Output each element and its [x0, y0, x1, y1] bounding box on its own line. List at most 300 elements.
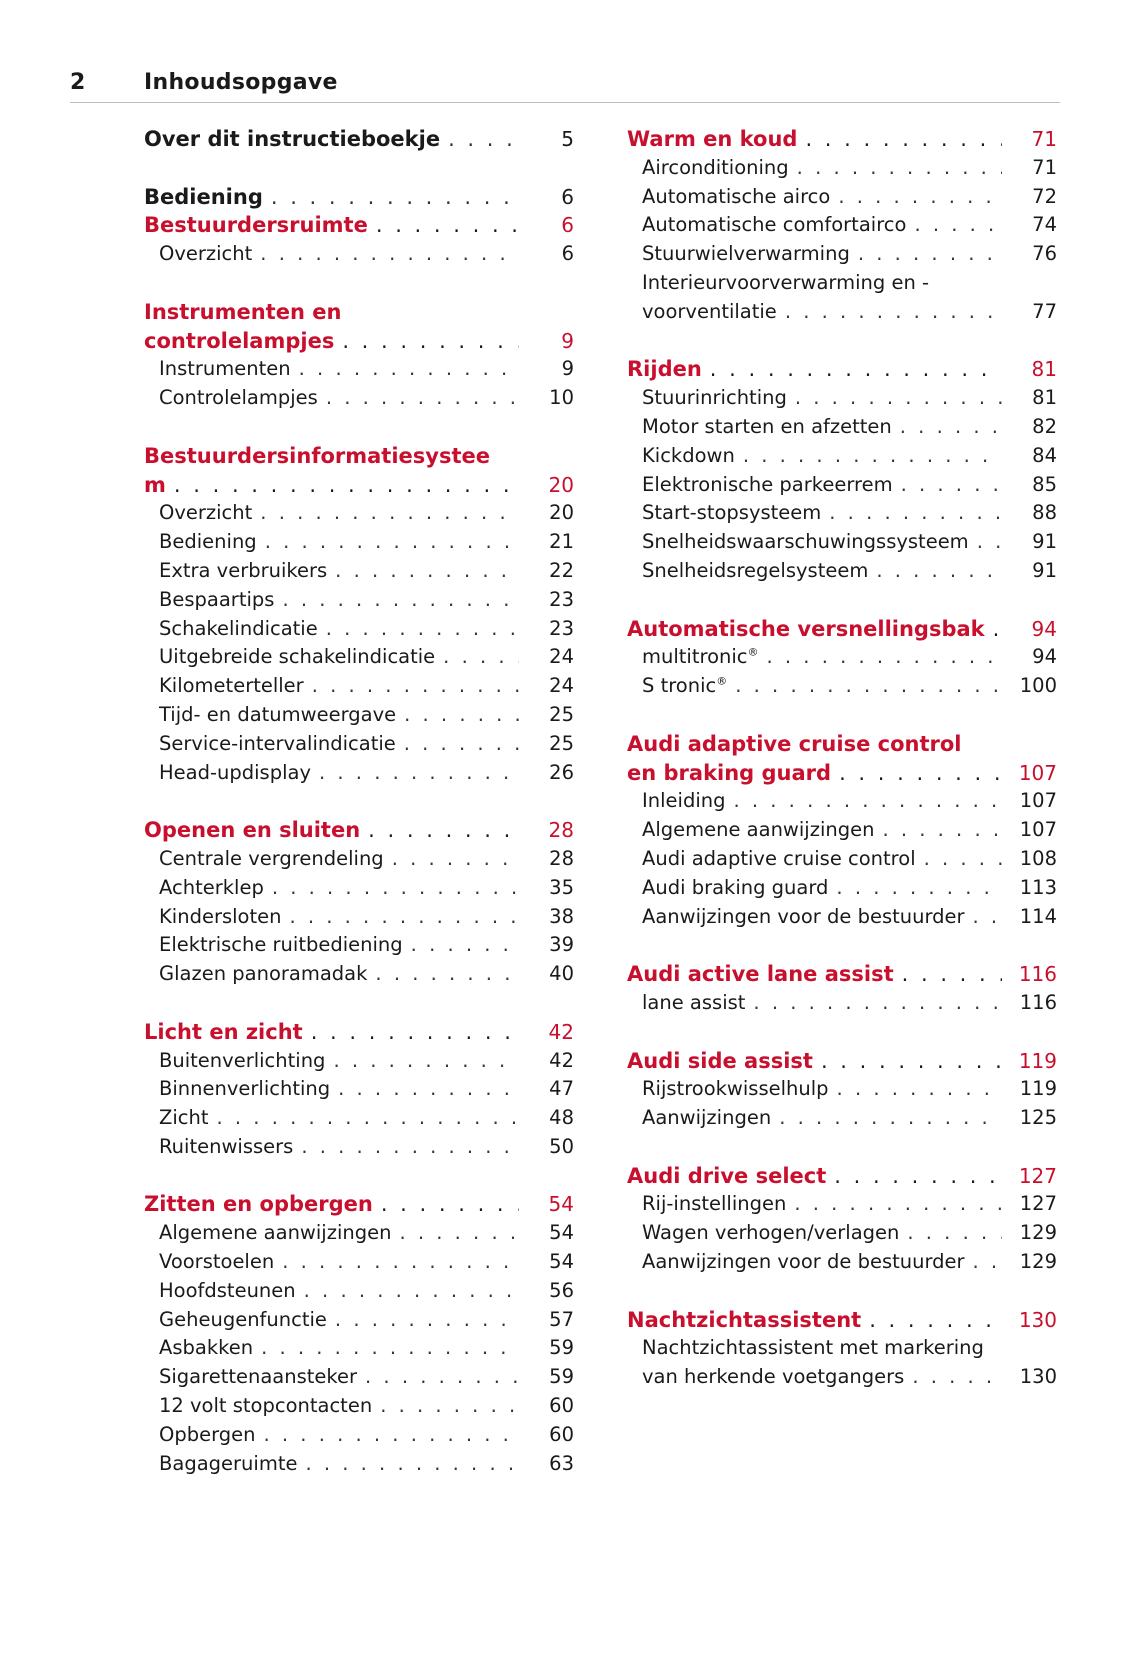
toc-page-number: 28: [548, 818, 574, 843]
toc-entry-label: Algemene aanwijzingen: [159, 1221, 392, 1245]
dot-leader: [914, 211, 1002, 240]
toc-subsection-entry[interactable]: [144, 615, 574, 644]
toc-page-number: 48: [549, 1106, 574, 1130]
toc-page-number: 107: [1019, 818, 1057, 842]
toc-entry-label: Kilometerteller: [159, 674, 304, 698]
toc-entry-label: Rijstrookwisselhulp: [642, 1077, 829, 1101]
toc-subsection-entry[interactable]: [627, 787, 1057, 816]
toc-page-number: 119: [1019, 1077, 1057, 1101]
toc-section-entry[interactable]: [627, 125, 1057, 154]
toc-page-number: 77: [1032, 299, 1057, 323]
dot-leader: [743, 442, 1002, 471]
toc-entry-label: Start-stopsysteem: [642, 501, 822, 525]
toc-page-number: 107: [1019, 789, 1057, 813]
toc-entry-label: Opbergen: [159, 1422, 256, 1446]
toc-subsection-entry[interactable]: [144, 759, 574, 788]
toc-subsection-entry[interactable]: [627, 240, 1057, 269]
toc-subsection-entry[interactable]: [627, 1219, 1057, 1248]
dot-leader: [753, 989, 1002, 1018]
toc-subsection-entry[interactable]: [627, 1363, 1057, 1392]
toc-entry-label: Bespaartips: [159, 587, 275, 611]
toc-section-entry[interactable]: [144, 125, 574, 154]
toc-page-number: 20: [548, 472, 574, 497]
toc-page-number: 127: [1019, 1192, 1057, 1216]
toc-entry-label: S tronic®: [642, 674, 728, 698]
toc-page-number: 42: [549, 1048, 574, 1072]
dot-leader: [380, 1392, 519, 1421]
toc-subsection-entry[interactable]: [144, 874, 574, 903]
toc-section-entry[interactable]: [627, 615, 1057, 644]
toc-entry-label: Audi drive select: [627, 1163, 827, 1188]
dot-leader: [973, 1248, 1002, 1277]
dot-leader: [411, 931, 519, 960]
dot-leader: [785, 298, 1002, 327]
toc-subsection-entry[interactable]: [627, 643, 1057, 672]
toc-entry-label: multitronic®: [642, 645, 759, 669]
toc-entry-label: controlelampjes: [144, 328, 335, 353]
toc-entry-label: Zicht: [159, 1106, 209, 1130]
dot-leader: [338, 1075, 519, 1104]
toc-subsection-entry[interactable]: [627, 471, 1057, 500]
dot-leader: [902, 960, 1002, 989]
toc-entry-label: Audi side assist: [627, 1048, 813, 1073]
toc-entry-label: Elektrische ruitbediening: [159, 933, 403, 957]
toc-subsection-entry[interactable]: [627, 183, 1057, 212]
dot-leader: [836, 874, 1002, 903]
dot-leader: [733, 787, 1002, 816]
toc-section-entry[interactable]: [144, 183, 574, 212]
toc-subsection-entry[interactable]: [144, 1277, 574, 1306]
dot-leader: [805, 125, 1002, 154]
toc-page-number: 71: [1032, 155, 1057, 179]
toc-entry-label: Openen en sluiten: [144, 818, 361, 843]
toc-subsection-entry[interactable]: [144, 528, 574, 557]
dot-leader: [837, 1075, 1002, 1104]
toc-entry-label: Ruitenwissers: [159, 1134, 294, 1158]
toc-entry-label: Aanwijzingen voor de bestuurder: [642, 1250, 965, 1274]
toc-page-number: 39: [549, 933, 574, 957]
section-gap: [627, 327, 1057, 356]
toc-page-number: 84: [1032, 443, 1057, 467]
dot-leader: [304, 1277, 519, 1306]
toc-page-number: 24: [549, 674, 574, 698]
toc-entry-label: Overzicht: [159, 501, 253, 525]
dot-leader: [260, 240, 519, 269]
toc-section-entry[interactable]: [627, 759, 1057, 788]
dot-leader: [443, 643, 519, 672]
toc-page-number: 125: [1019, 1106, 1057, 1130]
dot-leader: [977, 528, 1002, 557]
toc-entry-label: Zitten en opbergen: [144, 1192, 373, 1217]
toc-page-number: 81: [1032, 386, 1057, 410]
toc-entry-label: Over dit instructieboekje: [144, 127, 441, 151]
toc-subsection-entry[interactable]: [144, 499, 574, 528]
dot-leader: [326, 384, 519, 413]
dot-leader: [794, 1190, 1002, 1219]
toc-entry-label: Wagen verhogen/verlagen: [642, 1221, 900, 1245]
dot-leader: [735, 672, 1002, 701]
toc-subsection-entry[interactable]: [144, 1133, 574, 1162]
dot-leader: [311, 1018, 519, 1047]
toc-page-number: 9: [561, 357, 574, 381]
toc-page-number: 56: [549, 1278, 574, 1302]
dot-leader: [858, 240, 1002, 269]
toc-subsection-entry[interactable]: [627, 269, 1057, 298]
toc-page-number: 82: [1032, 414, 1057, 438]
toc-page-number: 59: [549, 1336, 574, 1360]
dot-leader: [289, 903, 519, 932]
dot-leader: [301, 1133, 519, 1162]
toc-subsection-entry[interactable]: [627, 845, 1057, 874]
toc-page-number: 47: [549, 1077, 574, 1101]
section-gap: [627, 1018, 1057, 1047]
toc-entry-label: Rijden: [627, 357, 702, 382]
toc-subsection-entry[interactable]: [627, 1248, 1057, 1277]
toc-entry-label: Audi adaptive cruise control: [642, 846, 916, 870]
toc-page-number: 21: [549, 530, 574, 554]
toc-subsection-entry[interactable]: [144, 643, 574, 672]
toc-page-number: 91: [1032, 530, 1057, 554]
toc-page-number: 24: [549, 645, 574, 669]
toc-page-number: 116: [1019, 990, 1057, 1014]
toc-entry-label: Head-updisplay: [159, 760, 312, 784]
toc-subsection-entry[interactable]: [144, 1047, 574, 1076]
toc-page-number: 108: [1019, 846, 1057, 870]
toc-page-number: 60: [549, 1394, 574, 1418]
toc-entry-label: Bestuurdersruimte: [144, 213, 368, 238]
toc-page-number: 130: [1019, 1365, 1057, 1389]
toc-subsection-entry[interactable]: [144, 903, 574, 932]
toc-entry-label: m: [144, 472, 166, 497]
dot-leader: [376, 211, 519, 240]
toc-page-number: 113: [1019, 875, 1057, 899]
page-title: Inhoudsopgave: [144, 70, 338, 95]
toc-subsection-entry[interactable]: [144, 355, 574, 384]
toc-page-number: 94: [1031, 616, 1057, 641]
toc-entry-label: Schakelindicatie: [159, 616, 318, 640]
toc-entry-label: Buitenverlichting: [159, 1048, 326, 1072]
toc-subsection-entry[interactable]: [144, 1363, 574, 1392]
dot-leader: [217, 1104, 519, 1133]
dot-leader: [299, 355, 519, 384]
toc-entry-label: Bestuurdersinformatiesystee: [144, 443, 490, 468]
toc-page-number: 100: [1019, 674, 1057, 698]
toc-subsection-entry[interactable]: [627, 903, 1057, 932]
dot-leader: [924, 845, 1002, 874]
toc-subsection-entry[interactable]: [144, 240, 574, 269]
page-number: 2: [70, 70, 86, 95]
dot-leader: [900, 413, 1002, 442]
toc-entry-label: Geheugenfunctie: [159, 1307, 327, 1331]
toc-subsection-entry[interactable]: [627, 1075, 1057, 1104]
dot-leader: [272, 874, 519, 903]
dot-leader: [993, 615, 1002, 644]
dot-leader: [381, 1190, 519, 1219]
dot-leader: [174, 471, 519, 500]
toc-page-number: 129: [1019, 1250, 1057, 1274]
toc-entry-label: Interieurvoorverwarming en -: [642, 270, 930, 294]
dot-leader: [829, 499, 1002, 528]
toc-section-entry[interactable]: [627, 1047, 1057, 1076]
toc-entry-label: Tijd- en datumweergave: [159, 702, 397, 726]
dot-leader: [264, 1421, 519, 1450]
toc-entry-label: Instrumenten: [159, 357, 291, 381]
toc-subsection-entry[interactable]: [144, 730, 574, 759]
section-gap: [627, 701, 1057, 730]
toc-entry-label: Kindersloten: [159, 904, 282, 928]
toc-entry-label: Automatische comfortairco: [642, 213, 907, 237]
toc-page-number: 26: [549, 760, 574, 784]
toc-entry-label: Overzicht: [159, 242, 253, 266]
section-gap: [144, 989, 574, 1018]
toc-page-number: 5: [561, 127, 574, 151]
toc-entry-label: Bediening: [144, 184, 263, 209]
toc-subsection-entry[interactable]: [144, 1334, 574, 1363]
toc-subsection-entry[interactable]: [627, 413, 1057, 442]
toc-section-entry[interactable]: [144, 327, 574, 356]
dot-leader: [767, 643, 1003, 672]
toc-subsection-entry[interactable]: [144, 384, 574, 413]
toc-section-entry[interactable]: [144, 471, 574, 500]
toc-entry-label: Audi active lane assist: [627, 962, 894, 987]
dot-leader: [839, 759, 1002, 788]
toc-page-number: 81: [1031, 357, 1057, 382]
toc-subsection-entry[interactable]: [144, 672, 574, 701]
toc-subsection-entry[interactable]: [627, 154, 1057, 183]
toc-entry-label: Algemene aanwijzingen: [642, 818, 875, 842]
section-gap: [627, 1277, 1057, 1306]
toc-page-number: 116: [1018, 962, 1057, 987]
dot-leader: [779, 1104, 1002, 1133]
toc-left-column: [144, 125, 574, 1478]
dot-leader: [271, 183, 519, 212]
toc-page-number: 23: [549, 587, 574, 611]
dot-leader: [710, 355, 1002, 384]
toc-section-entry[interactable]: [144, 816, 574, 845]
toc-subsection-entry[interactable]: [144, 1306, 574, 1335]
dot-leader: [882, 816, 1002, 845]
dot-leader: [821, 1047, 1002, 1076]
dot-leader: [319, 759, 519, 788]
toc-subsection-entry[interactable]: [627, 384, 1057, 413]
section-gap: [627, 586, 1057, 615]
dot-leader: [869, 1306, 1002, 1335]
toc-page-number: 23: [549, 616, 574, 640]
dot-leader: [335, 1306, 519, 1335]
toc-page-number: 59: [549, 1365, 574, 1389]
toc-subsection-entry[interactable]: [627, 1104, 1057, 1133]
dot-leader: [260, 499, 519, 528]
toc-page-number: 72: [1032, 184, 1057, 208]
toc-entry-label: Service-intervalindicatie: [159, 731, 396, 755]
toc-entry-label: Centrale vergrendeling: [159, 846, 384, 870]
toc-section-entry[interactable]: [627, 1306, 1057, 1335]
dot-leader: [912, 1363, 1002, 1392]
toc-entry-label: Extra verbruikers: [159, 558, 328, 582]
toc-entry-label: Binnenverlichting: [159, 1077, 331, 1101]
toc-section-entry[interactable]: [627, 730, 1057, 759]
toc-page-number: 71: [1031, 127, 1057, 151]
toc-page-number: 114: [1019, 904, 1057, 928]
toc-entry-label: Licht en zicht: [144, 1019, 303, 1044]
toc-page-number: 42: [548, 1019, 574, 1044]
toc-subsection-entry[interactable]: [627, 874, 1057, 903]
dot-leader: [261, 1334, 519, 1363]
dot-leader: [333, 1047, 519, 1076]
toc-subsection-entry[interactable]: [627, 989, 1057, 1018]
dot-leader: [973, 903, 1002, 932]
toc-page-number: 54: [548, 1192, 574, 1217]
toc-entry-label: Automatische versnellingsbak: [627, 616, 985, 641]
toc-subsection-entry[interactable]: [144, 845, 574, 874]
dot-leader: [838, 183, 1002, 212]
dot-leader: [834, 1162, 1002, 1191]
dot-leader: [368, 816, 519, 845]
toc-section-entry[interactable]: [144, 1018, 574, 1047]
toc-entry-label: Nachtzichtassistent met markering: [642, 1336, 984, 1360]
toc-page-number: 63: [549, 1451, 574, 1475]
toc-subsection-entry[interactable]: [144, 1219, 574, 1248]
toc-subsection-entry[interactable]: [627, 557, 1057, 586]
toc-subsection-entry[interactable]: [627, 442, 1057, 471]
toc-page-number: 38: [549, 904, 574, 928]
toc-entry-label: Elektronische parkeerrem: [642, 472, 893, 496]
toc-subsection-entry[interactable]: [144, 1248, 574, 1277]
page-header: [70, 70, 1060, 103]
toc-entry-label: Stuurwielverwarming: [642, 242, 850, 266]
toc-subsection-entry[interactable]: [144, 1421, 574, 1450]
toc-page-number: 25: [549, 702, 574, 726]
toc-subsection-entry[interactable]: [144, 1104, 574, 1133]
toc-page-number: 127: [1018, 1163, 1057, 1188]
section-gap: [144, 787, 574, 816]
toc-entry-label: Inleiding: [642, 789, 726, 813]
toc-entry-label: Snelheidswaarschuwingssysteem: [642, 530, 969, 554]
dot-leader: [282, 1248, 519, 1277]
dot-leader: [876, 557, 1002, 586]
toc-entry-label: lane assist: [642, 990, 746, 1014]
toc-subsection-entry[interactable]: [144, 557, 574, 586]
toc-subsection-entry[interactable]: [627, 672, 1057, 701]
toc-entry-label: Uitgebreide schakelindicatie: [159, 645, 436, 669]
toc-entry-label: Kickdown: [642, 443, 735, 467]
toc-page-number: 129: [1019, 1221, 1057, 1245]
toc-page-number: 10: [549, 386, 574, 410]
toc-section-entry[interactable]: [144, 1190, 574, 1219]
toc-page-number: 74: [1032, 213, 1057, 237]
toc-page-number: 88: [1032, 501, 1057, 525]
toc-subsection-entry[interactable]: [144, 960, 574, 989]
toc-subsection-entry[interactable]: [144, 586, 574, 615]
toc-section-entry[interactable]: [144, 211, 574, 240]
toc-section-entry[interactable]: [627, 960, 1057, 989]
dot-leader: [404, 701, 519, 730]
toc-entry-label: Achterklep: [159, 875, 264, 899]
toc-subsection-entry[interactable]: [144, 1450, 574, 1479]
dot-leader: [901, 471, 1002, 500]
toc-page-number: 119: [1018, 1048, 1057, 1073]
toc-page-number: 28: [549, 846, 574, 870]
dot-leader: [312, 672, 519, 701]
toc-section-entry[interactable]: [627, 355, 1057, 384]
dot-leader: [392, 845, 519, 874]
dot-leader: [404, 730, 519, 759]
toc-page-number: 60: [549, 1422, 574, 1446]
toc-page-number: 35: [549, 875, 574, 899]
toc-entry-label: van herkende voetgangers: [642, 1365, 905, 1389]
toc-entry-label: en braking guard: [627, 760, 832, 785]
section-gap: [627, 931, 1057, 960]
toc-entry-label: Nachtzichtassistent: [627, 1307, 862, 1332]
toc-subsection-entry[interactable]: [144, 701, 574, 730]
toc-entry-label: Hoofdsteunen: [159, 1278, 296, 1302]
toc-page-number: 6: [561, 184, 574, 209]
toc-entry-label: Airconditioning: [642, 155, 789, 179]
toc-subsection-entry[interactable]: [627, 211, 1057, 240]
dot-leader: [326, 615, 519, 644]
dot-leader: [282, 586, 519, 615]
toc-entry-label: Motor starten en afzetten: [642, 414, 892, 438]
dot-leader: [448, 125, 519, 154]
toc-entry-label: Sigarettenaansteker: [159, 1365, 358, 1389]
toc-section-entry[interactable]: [627, 1162, 1057, 1191]
toc-entry-label: Asbakken: [159, 1336, 254, 1360]
toc-subsection-entry[interactable]: [627, 816, 1057, 845]
toc-page-number: 54: [549, 1221, 574, 1245]
toc-entry-label: Instrumenten en: [144, 299, 342, 324]
dot-leader: [399, 1219, 519, 1248]
toc-subsection-entry[interactable]: [144, 1075, 574, 1104]
toc-page-number: 22: [549, 558, 574, 582]
toc-entry-label: Controlelampjes: [159, 386, 318, 410]
toc-subsection-entry[interactable]: [627, 1334, 1057, 1363]
dot-leader: [375, 960, 519, 989]
toc-entry-label: Bediening: [159, 530, 257, 554]
toc-right-column: [627, 125, 1057, 1392]
dot-leader: [265, 528, 519, 557]
toc-page-number: 91: [1032, 558, 1057, 582]
toc-page-number: 9: [561, 328, 574, 353]
toc-subsection-entry[interactable]: [627, 298, 1057, 327]
dot-leader: [335, 557, 519, 586]
toc-subsection-entry[interactable]: [627, 499, 1057, 528]
toc-page-number: 6: [561, 242, 574, 266]
dot-leader: [907, 1219, 1002, 1248]
dot-leader: [797, 154, 1002, 183]
toc-section-entry[interactable]: [144, 298, 574, 327]
section-gap: [144, 413, 574, 442]
dot-leader: [342, 327, 519, 356]
toc-entry-label: Voorstoelen: [159, 1250, 275, 1274]
toc-entry-label: Rij-instellingen: [642, 1192, 787, 1216]
toc-entry-label: Automatische airco: [642, 184, 831, 208]
toc-entry-label: Aanwijzingen: [642, 1106, 772, 1130]
toc-page-number: 20: [549, 501, 574, 525]
toc-subsection-entry[interactable]: [144, 1392, 574, 1421]
section-gap: [144, 154, 574, 183]
toc-page-number: 25: [549, 731, 574, 755]
toc-subsection-entry[interactable]: [144, 931, 574, 960]
toc-page-number: 107: [1018, 760, 1057, 785]
dot-leader: [305, 1450, 519, 1479]
toc-subsection-entry[interactable]: [627, 1190, 1057, 1219]
toc-page-number: 54: [549, 1250, 574, 1274]
toc-page-number: 85: [1032, 472, 1057, 496]
toc-section-entry[interactable]: [144, 442, 574, 471]
toc-page-number: 94: [1032, 645, 1057, 669]
toc-entry-label: Aanwijzingen voor de bestuurder: [642, 904, 965, 928]
toc-subsection-entry[interactable]: [627, 528, 1057, 557]
